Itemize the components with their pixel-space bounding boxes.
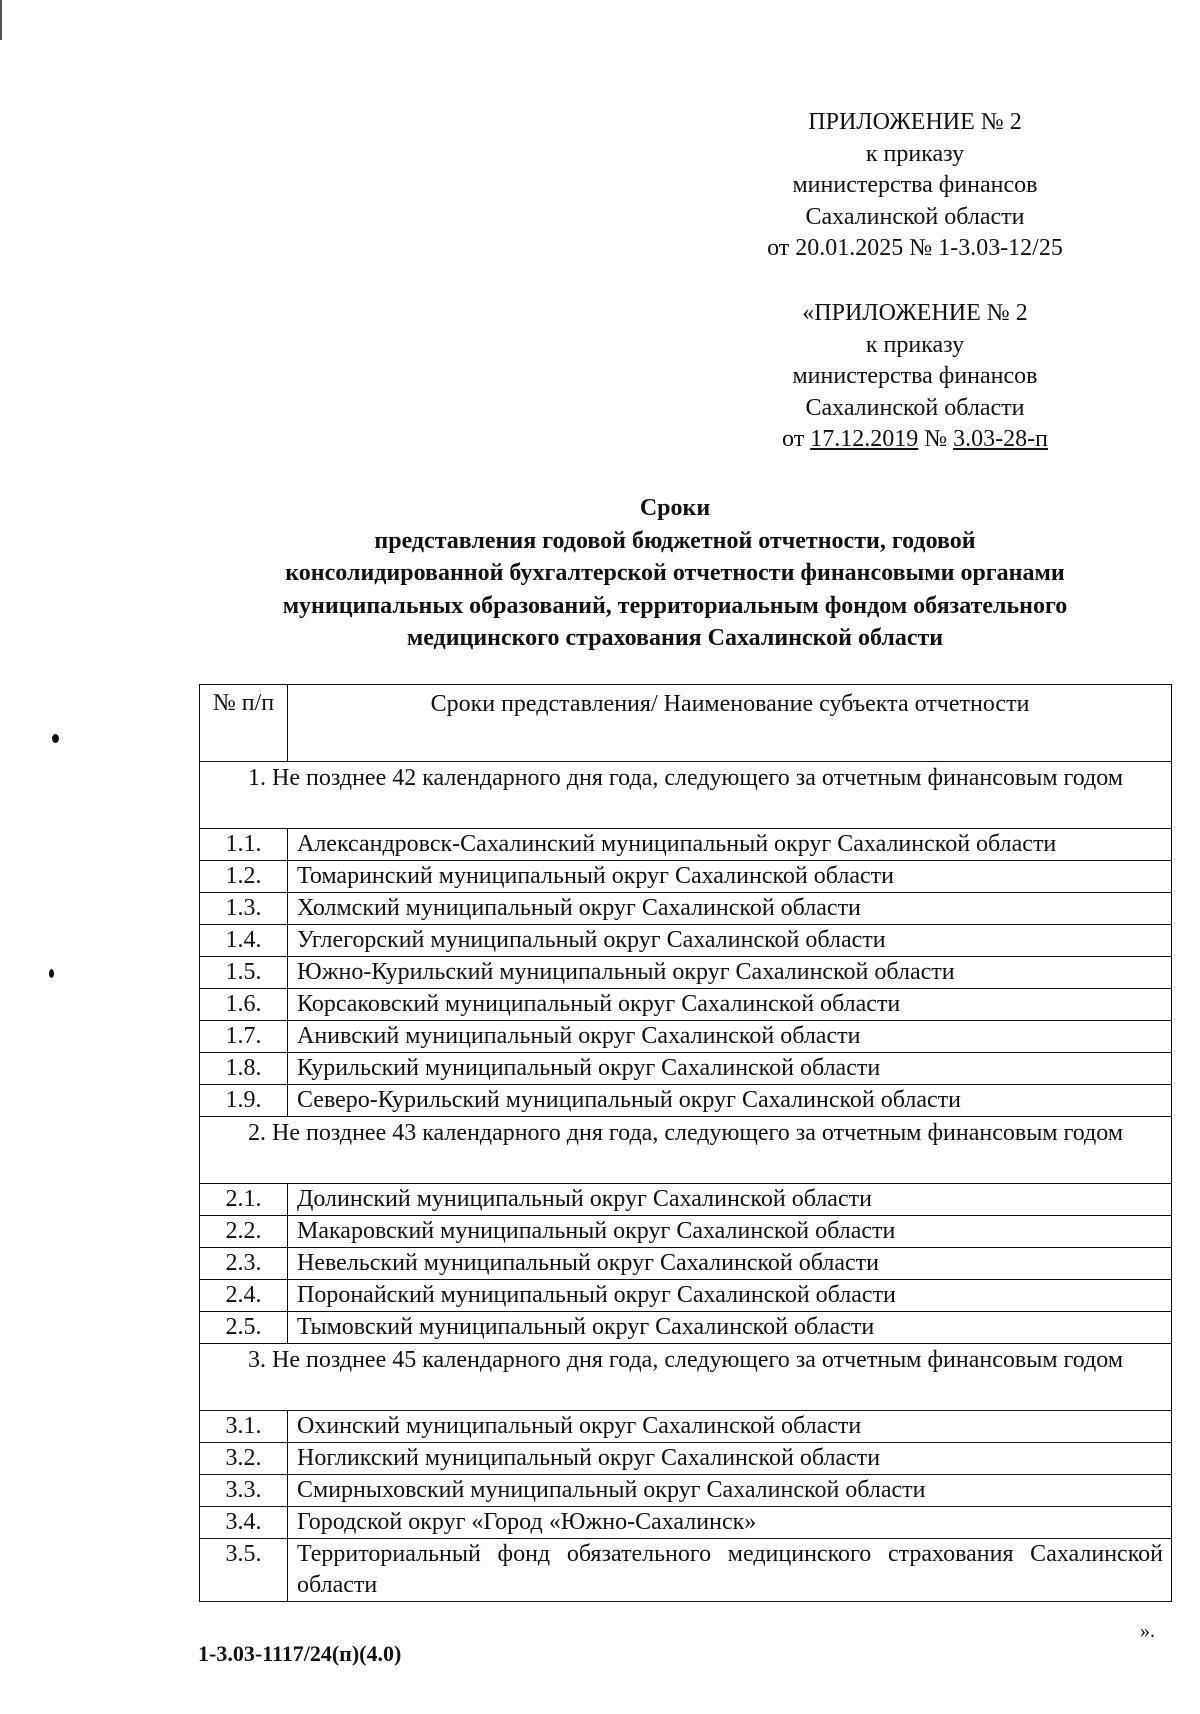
row-number: 1.7. [200, 1021, 288, 1053]
row-number: 1.8. [200, 1053, 288, 1085]
row-number: 2.1. [200, 1184, 288, 1216]
row-number: 2.3. [200, 1248, 288, 1280]
table-row [200, 1443, 1172, 1475]
row-number: 2.2. [200, 1216, 288, 1248]
table-row [200, 1053, 1172, 1085]
margin-dot [52, 734, 59, 743]
entity-name: Углегорский муниципальный округ Сахалинской области [288, 925, 1172, 957]
row-number: 3.5. [200, 1539, 288, 1602]
entity-name: Томаринский муниципальный округ Сахалинской области [288, 861, 1172, 893]
order-number: 3.03-28-п [953, 426, 1048, 452]
header-text: от [782, 426, 811, 452]
header-line: к приказу [865, 140, 965, 167]
entity-name: Охинский муниципальный округ Сахалинской области [288, 1411, 1172, 1443]
document-title [130, 492, 1200, 655]
row-number: 1.3. [200, 893, 288, 925]
table-body [200, 685, 1172, 1602]
header-line: Сахалинской области [805, 394, 1025, 421]
entity-name: Курильский муниципальный округ Сахалинской области [288, 1053, 1172, 1085]
row-number: 3.4. [200, 1507, 288, 1539]
title-line: консолидированной бухгалтерской отчетности финансовыми органами [285, 560, 1065, 586]
title-line: медицинского страхования Сахалинской области [406, 625, 944, 651]
closing-quote: ». [1140, 1620, 1155, 1642]
header-line: министерства финансов [792, 363, 1038, 389]
table-header-row [200, 685, 1172, 762]
entity-name: Южно-Курильский муниципальный округ Сахалинской области [288, 957, 1172, 989]
header-text: № [918, 426, 954, 452]
row-number: 2.5. [200, 1312, 288, 1344]
header-line: Сахалинской области [805, 203, 1025, 230]
table-row [200, 1184, 1172, 1216]
entity-name: Макаровский муниципальный округ Сахалинской области [288, 1216, 1172, 1248]
row-number: 1.4. [200, 925, 288, 957]
table-row [200, 861, 1172, 893]
column-header-number: № п/п [200, 685, 288, 762]
entity-name: Александровск-Сахалинский муниципальный округ Сахалинской области [288, 829, 1172, 861]
section-heading: 1. Не позднее 42 календарного дня года, следующего за отчетным финансовым годом [200, 762, 1172, 829]
section-heading-row [200, 762, 1172, 829]
section-heading-row [200, 1117, 1172, 1184]
order-date: 17.12.2019 [810, 426, 919, 452]
document-code: 1-3.03-1117/24(п)(4.0) [198, 1641, 402, 1666]
approval-header [700, 107, 1130, 265]
table-row [200, 1475, 1172, 1507]
header-line: ПРИЛОЖЕНИЕ № 2 [808, 109, 1022, 135]
section-heading-row [200, 1344, 1172, 1411]
entity-name: Территориальный фонд обязательного медицинского страхования Сахалинской области [288, 1539, 1172, 1602]
row-number: 1.2. [200, 861, 288, 893]
entity-name: Ногликский муниципальный округ Сахалинской области [288, 1443, 1172, 1475]
table-row [200, 1507, 1172, 1539]
header-line: «ПРИЛОЖЕНИЕ № 2 [802, 300, 1028, 326]
header-line: к приказу [865, 331, 965, 358]
header-line: министерства финансов [792, 172, 1038, 198]
entity-name: Холмский муниципальный округ Сахалинской области [288, 893, 1172, 925]
table-row [200, 829, 1172, 861]
table-row [200, 1411, 1172, 1443]
entity-name: Северо-Курильский муниципальный округ Сахалинской области [288, 1085, 1172, 1117]
entity-name: Смирныховский муниципальный округ Сахалинской области [288, 1475, 1172, 1507]
entity-name: Невельский муниципальный округ Сахалинской области [288, 1248, 1172, 1280]
table-row [200, 1280, 1172, 1312]
column-header-name: Сроки представления/ Наименование субъекта отчетности [288, 685, 1172, 762]
table-row [200, 925, 1172, 957]
entity-name: Долинский муниципальный округ Сахалинской области [288, 1184, 1172, 1216]
table-row [200, 893, 1172, 925]
table-row [200, 1248, 1172, 1280]
header-line: от 20.01.2025 № 1-3.03-12/25 [767, 235, 1063, 261]
title-line: представления годовой бюджетной отчетности, годовой [374, 527, 976, 554]
row-number: 1.1. [200, 829, 288, 861]
section-heading: 2. Не позднее 43 календарного дня года, следующего за отчетным финансовым годом [200, 1117, 1172, 1184]
row-number: 1.6. [200, 989, 288, 1021]
section-heading: 3. Не позднее 45 календарного дня года, следующего за отчетным финансовым годом [200, 1344, 1172, 1411]
row-number: 2.4. [200, 1280, 288, 1312]
entity-name: Тымовский муниципальный округ Сахалинской области [288, 1312, 1172, 1344]
scan-edge-mark [0, 0, 2, 40]
reporting-deadlines-table [199, 684, 1172, 1602]
entity-name: Поронайский муниципальный округ Сахалинской области [288, 1280, 1172, 1312]
table-row [200, 1539, 1172, 1602]
header-line [700, 424, 1130, 456]
amended-appendix-header [700, 298, 1130, 456]
title-line: Сроки [639, 495, 711, 521]
row-number: 1.5. [200, 957, 288, 989]
table-row [200, 1085, 1172, 1117]
table-row [200, 957, 1172, 989]
row-number: 1.9. [200, 1085, 288, 1117]
margin-dot [49, 969, 54, 978]
table-row [200, 1216, 1172, 1248]
row-number: 3.1. [200, 1411, 288, 1443]
table-row [200, 1021, 1172, 1053]
entity-name: Корсаковский муниципальный округ Сахалинской области [288, 989, 1172, 1021]
table-row [200, 989, 1172, 1021]
row-number: 3.3. [200, 1475, 288, 1507]
row-number: 3.2. [200, 1443, 288, 1475]
entity-name: Городской округ «Город «Южно-Сахалинск» [288, 1507, 1172, 1539]
entity-name: Анивский муниципальный округ Сахалинской области [288, 1021, 1172, 1053]
table-row [200, 1312, 1172, 1344]
title-line: муниципальных образований, территориальным фондом обязательного [282, 592, 1068, 619]
